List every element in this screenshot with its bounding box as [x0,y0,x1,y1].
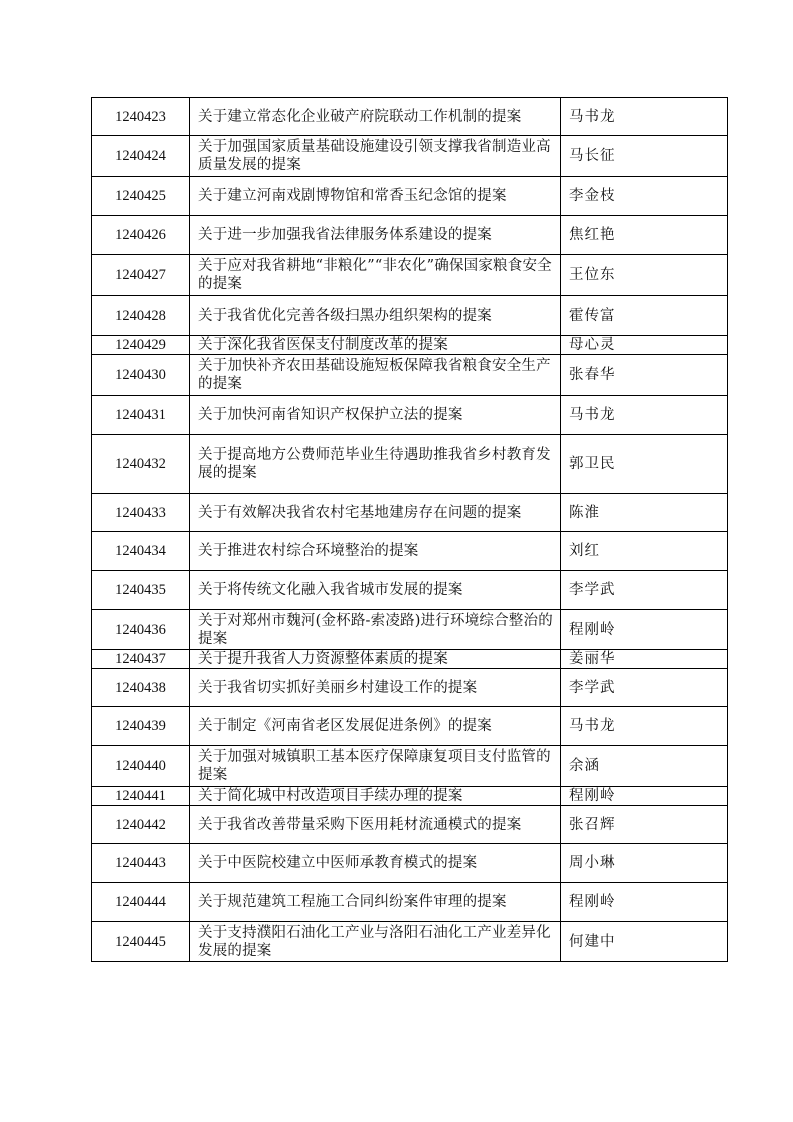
proposer-name: 马书龙 [561,396,728,435]
proposer-name: 周小琳 [561,844,728,883]
table-row [92,136,728,177]
proposal-title: 关于简化城中村改造项目手续办理的提案 [190,787,561,806]
proposal-title: 关于加强国家质量基础设施建设引领支撑我省制造业高质量发展的提案 [190,136,561,177]
proposal-number: 1240434 [92,532,190,571]
proposal-number: 1240442 [92,806,190,844]
table-row [92,296,728,336]
proposal-number: 1240427 [92,255,190,296]
proposer-name: 母心灵 [561,336,728,355]
proposal-title: 关于加快河南省知识产权保护立法的提案 [190,396,561,435]
proposer-name: 霍传富 [561,296,728,336]
table-row [92,844,728,883]
table-row [92,532,728,571]
proposal-number: 1240444 [92,883,190,922]
proposer-name: 何建中 [561,922,728,962]
table-row [92,355,728,396]
table-row [92,177,728,216]
table-row [92,494,728,532]
proposal-title: 关于我省优化完善各级扫黑办组织架构的提案 [190,296,561,336]
proposer-name: 张春华 [561,355,728,396]
proposal-number: 1240429 [92,336,190,355]
proposal-title: 关于规范建筑工程施工合同纠纷案件审理的提案 [190,883,561,922]
table-row [92,396,728,435]
proposal-title: 关于加快补齐农田基础设施短板保障我省粮食安全生产的提案 [190,355,561,396]
proposal-title: 关于中医院校建立中医师承教育模式的提案 [190,844,561,883]
table-row [92,571,728,610]
table-row [92,707,728,746]
proposal-title: 关于提升我省人力资源整体素质的提案 [190,650,561,669]
proposal-number: 1240443 [92,844,190,883]
proposer-name: 姜丽华 [561,650,728,669]
proposal-number: 1240436 [92,610,190,650]
proposal-number: 1240439 [92,707,190,746]
proposer-name: 刘红 [561,532,728,571]
proposal-number: 1240437 [92,650,190,669]
table-row [92,336,728,355]
proposal-title: 关于提高地方公费师范毕业生待遇助推我省乡村教育发展的提案 [190,435,561,494]
table-row [92,216,728,255]
proposal-title: 关于深化我省医保支付制度改革的提案 [190,336,561,355]
table-row [92,610,728,650]
proposer-name: 张召辉 [561,806,728,844]
table-row [92,255,728,296]
proposal-title: 关于进一步加强我省法律服务体系建设的提案 [190,216,561,255]
proposal-number: 1240426 [92,216,190,255]
table-row [92,435,728,494]
proposal-number: 1240432 [92,435,190,494]
table-row [92,98,728,136]
proposal-table [91,97,728,962]
table-row [92,746,728,787]
proposer-name: 陈淮 [561,494,728,532]
proposal-number: 1240440 [92,746,190,787]
proposal-number: 1240431 [92,396,190,435]
proposal-number: 1240424 [92,136,190,177]
proposer-name: 马长征 [561,136,728,177]
proposer-name: 马书龙 [561,707,728,746]
proposal-title: 关于推进农村综合环境整治的提案 [190,532,561,571]
proposal-number: 1240423 [92,98,190,136]
table-row [92,922,728,962]
proposer-name: 程刚岭 [561,787,728,806]
table-row [92,669,728,707]
proposal-title: 关于对郑州市魏河(金杯路-索凌路)进行环境综合整治的提案 [190,610,561,650]
proposal-title: 关于我省切实抓好美丽乡村建设工作的提案 [190,669,561,707]
proposer-name: 郭卫民 [561,435,728,494]
proposal-title: 关于加强对城镇职工基本医疗保障康复项目支付监管的提案 [190,746,561,787]
proposer-name: 余涵 [561,746,728,787]
proposal-number: 1240430 [92,355,190,396]
proposal-number: 1240438 [92,669,190,707]
table-row [92,806,728,844]
proposal-title: 关于制定《河南省老区发展促进条例》的提案 [190,707,561,746]
proposer-name: 李学武 [561,669,728,707]
proposal-number: 1240433 [92,494,190,532]
proposer-name: 王位东 [561,255,728,296]
proposal-number: 1240428 [92,296,190,336]
proposal-number: 1240425 [92,177,190,216]
table-row [92,883,728,922]
proposer-name: 马书龙 [561,98,728,136]
proposal-title: 关于建立常态化企业破产府院联动工作机制的提案 [190,98,561,136]
proposer-name: 程刚岭 [561,610,728,650]
proposal-title: 关于建立河南戏剧博物馆和常香玉纪念馆的提案 [190,177,561,216]
proposal-title: 关于支持濮阳石油化工产业与洛阳石油化工产业差异化发展的提案 [190,922,561,962]
proposal-title: 关于我省改善带量采购下医用耗材流通模式的提案 [190,806,561,844]
table-row [92,650,728,669]
proposer-name: 李学武 [561,571,728,610]
proposal-table-body [92,98,728,962]
table-row [92,787,728,806]
proposal-number: 1240445 [92,922,190,962]
proposal-title: 关于应对我省耕地“非粮化”“非农化”确保国家粮食安全的提案 [190,255,561,296]
proposal-title: 关于将传统文化融入我省城市发展的提案 [190,571,561,610]
proposer-name: 焦红艳 [561,216,728,255]
proposer-name: 程刚岭 [561,883,728,922]
proposal-number: 1240435 [92,571,190,610]
proposer-name: 李金枝 [561,177,728,216]
proposal-number: 1240441 [92,787,190,806]
proposal-title: 关于有效解决我省农村宅基地建房存在问题的提案 [190,494,561,532]
